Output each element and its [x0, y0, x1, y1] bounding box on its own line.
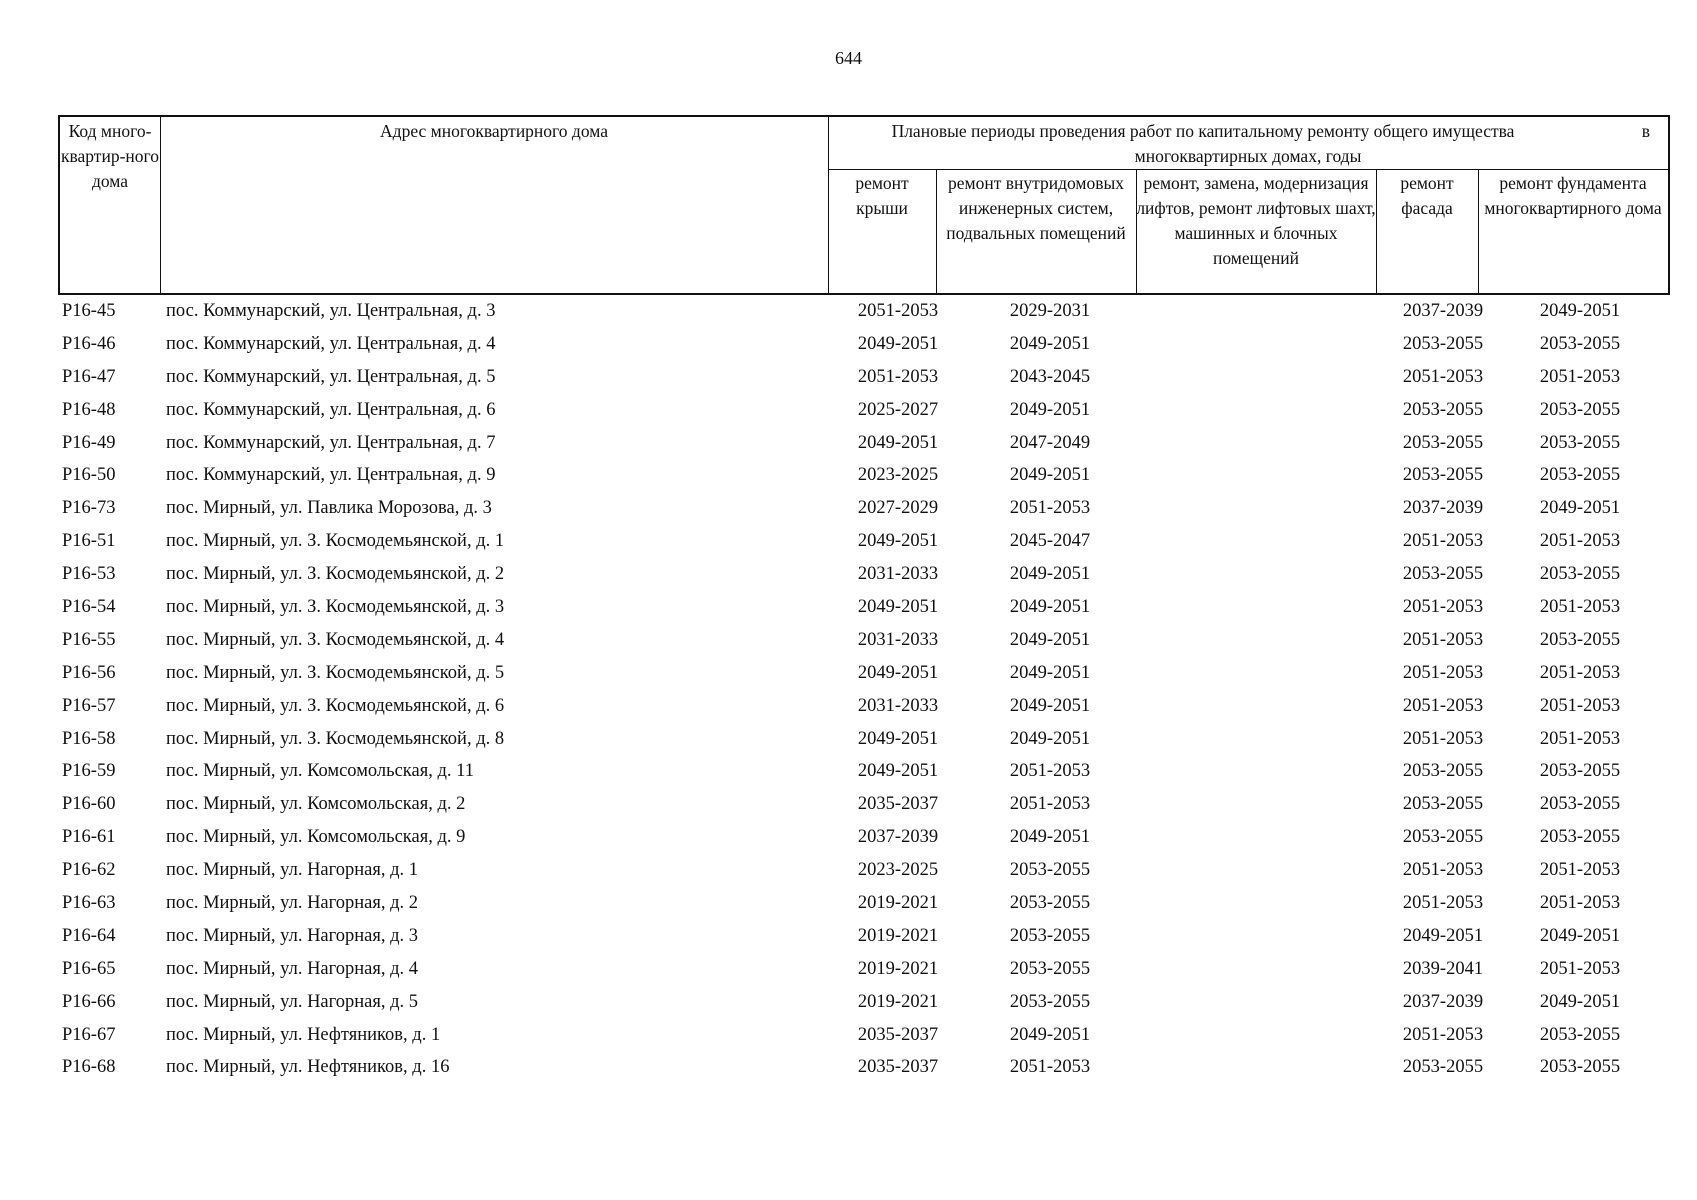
cell-engineering: 2049-2051	[1009, 1024, 1091, 1045]
cell-code: Р16-63	[62, 893, 116, 914]
cell-engineering: 2051-2053	[1009, 794, 1091, 815]
cell-engineering: 2049-2051	[1009, 333, 1091, 354]
header-engineering: ремонт внутридомовых инженерных систем, подвальных помещений	[946, 173, 1126, 243]
table-row	[58, 624, 1670, 657]
table-row	[58, 690, 1670, 723]
table-header	[58, 115, 1670, 295]
cell-foundation: 2049-2051	[1539, 925, 1621, 946]
cell-roof: 2023-2025	[857, 860, 939, 881]
cell-roof: 2019-2021	[857, 991, 939, 1012]
cell-engineering: 2049-2051	[1009, 629, 1091, 650]
cell-facade: 2051-2053	[1402, 662, 1484, 683]
cell-foundation: 2049-2051	[1539, 301, 1621, 321]
cell-roof: 2035-2037	[857, 1057, 939, 1078]
cell-foundation: 2051-2053	[1539, 366, 1621, 387]
cell-engineering: 2051-2053	[1009, 761, 1091, 782]
cell-engineering: 2053-2055	[1009, 860, 1091, 881]
cell-roof: 2049-2051	[857, 662, 939, 683]
cell-code: Р16-45	[62, 301, 116, 321]
header-roof: ремонт крыши	[855, 173, 909, 218]
header-group-title: Плановые периоды проведения работ по капитальному ремонту общего имущества	[891, 121, 1515, 141]
cell-code: Р16-53	[62, 564, 116, 585]
cell-address: пос. Мирный, ул. Нагорная, д. 3	[166, 925, 419, 946]
cell-code: Р16-54	[62, 597, 116, 618]
cell-address: пос. Коммунарский, ул. Центральная, д. 5	[166, 366, 496, 387]
cell-address: пос. Мирный, ул. Комсомольская, д. 2	[166, 794, 466, 815]
cell-foundation: 2051-2053	[1539, 662, 1621, 683]
cell-foundation: 2051-2053	[1539, 531, 1621, 552]
cell-address: пос. Мирный, ул. З. Космодемьянской, д. 2	[166, 564, 505, 585]
cell-facade: 2037-2039	[1402, 991, 1484, 1012]
cell-facade: 2051-2053	[1402, 597, 1484, 618]
cell-roof: 2049-2051	[857, 333, 939, 354]
cell-code: Р16-48	[62, 399, 116, 420]
cell-engineering: 2049-2051	[1009, 728, 1091, 749]
cell-engineering: 2053-2055	[1009, 893, 1091, 914]
cell-facade: 2053-2055	[1402, 399, 1484, 420]
cell-engineering: 2049-2051	[1009, 465, 1091, 486]
cell-foundation: 2053-2055	[1539, 629, 1621, 650]
cell-roof: 2027-2029	[857, 498, 939, 519]
cell-foundation: 2051-2053	[1539, 728, 1621, 749]
cell-address: пос. Мирный, ул. З. Космодемьянской, д. 6	[166, 695, 505, 716]
cell-roof: 2031-2033	[857, 564, 939, 585]
cell-facade: 2051-2053	[1402, 695, 1484, 716]
cell-foundation: 2053-2055	[1539, 564, 1621, 585]
table-body	[58, 295, 1670, 1084]
cell-code: Р16-64	[62, 925, 116, 946]
cell-facade: 2053-2055	[1402, 761, 1484, 782]
cell-facade: 2053-2055	[1402, 827, 1484, 848]
cell-facade: 2053-2055	[1402, 465, 1484, 486]
cell-roof: 2019-2021	[857, 958, 939, 979]
cell-address: пос. Мирный, ул. З. Космодемьянской, д. 8	[166, 728, 505, 749]
cell-roof: 2049-2051	[857, 531, 939, 552]
cell-facade: 2051-2053	[1402, 728, 1484, 749]
cell-address: пос. Мирный, ул. Нагорная, д. 2	[166, 893, 419, 914]
table-row	[58, 394, 1670, 427]
page-number: 644	[835, 48, 862, 68]
cell-facade: 2051-2053	[1402, 531, 1484, 552]
cell-address: пос. Коммунарский, ул. Центральная, д. 4	[166, 333, 496, 354]
cell-code: Р16-68	[62, 1057, 116, 1078]
cell-facade: 2051-2053	[1402, 366, 1484, 387]
cell-address: пос. Мирный, ул. Нефтяников, д. 1	[166, 1024, 441, 1045]
cell-foundation: 2049-2051	[1539, 991, 1621, 1012]
cell-foundation: 2053-2055	[1539, 1024, 1621, 1045]
cell-address: пос. Коммунарский, ул. Центральная, д. 3	[166, 301, 496, 321]
table-row	[58, 427, 1670, 460]
cell-code: Р16-47	[62, 366, 116, 387]
cell-code: Р16-56	[62, 662, 116, 683]
cell-address: пос. Мирный, ул. З. Космодемьянской, д. 3	[166, 597, 505, 618]
table-row	[58, 1051, 1670, 1084]
cell-foundation: 2049-2051	[1539, 498, 1621, 519]
header-group	[828, 117, 1668, 171]
cell-address: пос. Мирный, ул. Павлика Морозова, д. 3	[166, 498, 492, 519]
cell-address: пос. Мирный, ул. Комсомольская, д. 9	[166, 827, 466, 848]
cell-foundation: 2053-2055	[1539, 827, 1621, 848]
cell-engineering: 2049-2051	[1009, 399, 1091, 420]
table-row	[58, 492, 1670, 525]
cell-facade: 2037-2039	[1402, 301, 1484, 321]
cell-address: пос. Коммунарский, ул. Центральная, д. 9	[166, 465, 496, 486]
cell-engineering: 2043-2045	[1009, 366, 1091, 387]
cell-roof: 2031-2033	[857, 629, 939, 650]
cell-foundation: 2053-2055	[1539, 432, 1621, 453]
cell-code: Р16-66	[62, 991, 116, 1012]
cell-engineering: 2049-2051	[1009, 597, 1091, 618]
cell-roof: 2049-2051	[857, 597, 939, 618]
cell-foundation: 2053-2055	[1539, 333, 1621, 354]
cell-address: пос. Мирный, ул. Нагорная, д. 4	[166, 958, 419, 979]
cell-code: Р16-51	[62, 531, 116, 552]
cell-roof: 2023-2025	[857, 465, 939, 486]
cell-roof: 2019-2021	[857, 893, 939, 914]
cell-address: пос. Мирный, ул. Нефтяников, д. 16	[166, 1057, 450, 1078]
cell-roof: 2025-2027	[857, 399, 939, 420]
cell-roof: 2035-2037	[857, 1024, 939, 1045]
cell-code: Р16-60	[62, 794, 116, 815]
cell-facade: 2051-2053	[1402, 1024, 1484, 1045]
cell-facade: 2053-2055	[1402, 1057, 1484, 1078]
cell-foundation: 2053-2055	[1539, 399, 1621, 420]
cell-address: пос. Мирный, ул. З. Космодемьянской, д. 4	[166, 629, 505, 650]
header-facade: ремонт фасада	[1400, 173, 1454, 218]
cell-engineering: 2049-2051	[1009, 662, 1091, 683]
cell-engineering: 2051-2053	[1009, 498, 1091, 519]
cell-code: Р16-62	[62, 860, 116, 881]
cell-address: пос. Мирный, ул. З. Космодемьянской, д. 5	[166, 662, 505, 683]
table-row	[58, 788, 1670, 821]
table-row	[58, 723, 1670, 756]
cell-address: пос. Мирный, ул. Комсомольская, д. 11	[166, 761, 474, 782]
cell-engineering: 2029-2031	[1009, 301, 1091, 321]
table-row	[58, 558, 1670, 591]
cell-foundation: 2051-2053	[1539, 597, 1621, 618]
cell-facade: 2053-2055	[1402, 432, 1484, 453]
cell-engineering: 2053-2055	[1009, 925, 1091, 946]
table-row	[58, 361, 1670, 394]
cell-facade: 2051-2053	[1402, 893, 1484, 914]
cell-code: Р16-61	[62, 827, 116, 848]
cell-roof: 2049-2051	[857, 761, 939, 782]
cell-foundation: 2051-2053	[1539, 860, 1621, 881]
cell-facade: 2051-2053	[1402, 860, 1484, 881]
cell-engineering: 2051-2053	[1009, 1057, 1091, 1078]
table-row	[58, 657, 1670, 690]
cell-engineering: 2047-2049	[1009, 432, 1091, 453]
cell-roof: 2051-2053	[857, 301, 939, 321]
cell-code: Р16-57	[62, 695, 116, 716]
table-row	[58, 953, 1670, 986]
header-group-in: в	[1641, 121, 1650, 141]
cell-engineering: 2045-2047	[1009, 531, 1091, 552]
cell-foundation: 2053-2055	[1539, 1057, 1621, 1078]
cell-engineering: 2053-2055	[1009, 991, 1091, 1012]
cell-foundation: 2053-2055	[1539, 794, 1621, 815]
cell-roof: 2051-2053	[857, 366, 939, 387]
header-foundation: ремонт фундамента многоквартирного дома	[1484, 173, 1662, 218]
cell-facade: 2051-2053	[1402, 629, 1484, 650]
table-row	[58, 854, 1670, 887]
cell-foundation: 2053-2055	[1539, 761, 1621, 782]
cell-foundation: 2051-2053	[1539, 958, 1621, 979]
cell-address: пос. Мирный, ул. Нагорная, д. 5	[166, 991, 419, 1012]
cell-engineering: 2049-2051	[1009, 695, 1091, 716]
cell-engineering: 2049-2051	[1009, 827, 1091, 848]
cell-code: Р16-67	[62, 1024, 116, 1045]
cell-code: Р16-58	[62, 728, 116, 749]
cell-code: Р16-50	[62, 465, 116, 486]
table-row	[58, 328, 1670, 361]
cell-facade: 2053-2055	[1402, 564, 1484, 585]
table-row	[58, 1019, 1670, 1052]
table-row	[58, 755, 1670, 788]
cell-facade: 2039-2041	[1402, 958, 1484, 979]
cell-code: Р16-59	[62, 761, 116, 782]
cell-roof: 2049-2051	[857, 728, 939, 749]
cell-address: пос. Коммунарский, ул. Центральная, д. 7	[166, 432, 496, 453]
cell-facade: 2049-2051	[1402, 925, 1484, 946]
cell-code: Р16-73	[62, 498, 116, 519]
cell-code: Р16-65	[62, 958, 116, 979]
table-row	[58, 295, 1670, 328]
cell-address: пос. Коммунарский, ул. Центральная, д. 6	[166, 399, 496, 420]
table-row	[58, 887, 1670, 920]
cell-foundation: 2051-2053	[1539, 695, 1621, 716]
header-code: Код много-квартир-ного дома	[60, 121, 160, 191]
cell-facade: 2053-2055	[1402, 794, 1484, 815]
header-lifts: ремонт, замена, модернизация лифтов, ремонт лифтовых шахт, машинных и блочных помещений	[1136, 173, 1376, 268]
cell-foundation: 2053-2055	[1539, 465, 1621, 486]
cell-engineering: 2053-2055	[1009, 958, 1091, 979]
cell-code: Р16-55	[62, 629, 116, 650]
cell-address: пос. Мирный, ул. Нагорная, д. 1	[166, 860, 419, 881]
cell-facade: 2053-2055	[1402, 333, 1484, 354]
cell-address: пос. Мирный, ул. З. Космодемьянской, д. 1	[166, 531, 505, 552]
cell-foundation: 2051-2053	[1539, 893, 1621, 914]
cell-engineering: 2049-2051	[1009, 564, 1091, 585]
header-group-line2: многоквартирных домах, годы	[1134, 146, 1362, 166]
cell-roof: 2049-2051	[857, 432, 939, 453]
cell-roof: 2019-2021	[857, 925, 939, 946]
cell-roof: 2031-2033	[857, 695, 939, 716]
header-address: Адрес многоквартирного дома	[380, 121, 608, 141]
cell-code: Р16-46	[62, 333, 116, 354]
cell-facade: 2037-2039	[1402, 498, 1484, 519]
cell-roof: 2037-2039	[857, 827, 939, 848]
repair-schedule-table	[58, 115, 1670, 1084]
table-row	[58, 525, 1670, 558]
table-row	[58, 591, 1670, 624]
table-row	[58, 459, 1670, 492]
cell-roof: 2035-2037	[857, 794, 939, 815]
table-row	[58, 920, 1670, 953]
table-row	[58, 821, 1670, 854]
table-row	[58, 986, 1670, 1019]
cell-code: Р16-49	[62, 432, 116, 453]
